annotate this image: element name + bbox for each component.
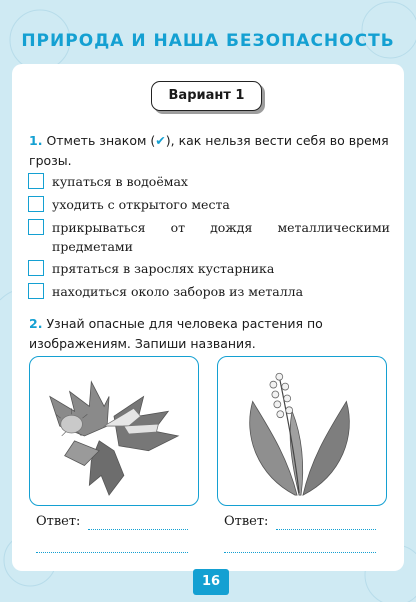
option-checkbox[interactable] bbox=[28, 283, 44, 299]
question-2-prompt bbox=[29, 314, 389, 354]
question-1-number: 1. bbox=[29, 133, 43, 148]
plant-image-left bbox=[29, 356, 199, 506]
answer-line-right-1[interactable] bbox=[276, 529, 376, 530]
option-label: прикрываться от дождя металлическими предметами bbox=[52, 220, 390, 254]
question-1-prompt bbox=[29, 131, 389, 171]
option-checkbox[interactable] bbox=[28, 260, 44, 276]
question-1-text-before: Отметь знаком ( bbox=[46, 133, 156, 148]
option-checkbox[interactable] bbox=[28, 219, 44, 235]
option-checkbox[interactable] bbox=[28, 173, 44, 189]
lily-of-the-valley-icon bbox=[218, 357, 386, 505]
answer-line-left-1[interactable] bbox=[88, 529, 188, 530]
option-label: купаться в водоёмах bbox=[52, 174, 188, 189]
checkmark-icon: ✔ bbox=[155, 133, 166, 148]
answer-line-left-2[interactable] bbox=[36, 552, 188, 553]
question-2-number: 2. bbox=[29, 316, 43, 331]
question-2-text: Узнай опасные для человека растения по изображениям. Запиши названия. bbox=[29, 316, 323, 351]
datura-plant-icon bbox=[30, 357, 198, 505]
page-title: ПРИРОДА И НАША БЕЗОПАСНОСТЬ bbox=[21, 31, 395, 51]
option-label: находиться около заборов из металла bbox=[52, 284, 304, 299]
question-1-text-after: ), как нельзя вести себя во время грозы. bbox=[29, 133, 389, 168]
page-number: 16 bbox=[193, 569, 229, 595]
answer-label-right: Ответ: bbox=[224, 514, 269, 529]
answer-line-right-2[interactable] bbox=[224, 552, 376, 553]
plant-image-right bbox=[217, 356, 387, 506]
answer-label-left: Ответ: bbox=[36, 514, 81, 529]
option-label: уходить с открытого места bbox=[52, 197, 230, 212]
variant-badge: Вариант 1 bbox=[151, 81, 262, 111]
option-checkbox[interactable] bbox=[28, 196, 44, 212]
option-label: прятаться в зарослях кустарника bbox=[52, 261, 275, 276]
